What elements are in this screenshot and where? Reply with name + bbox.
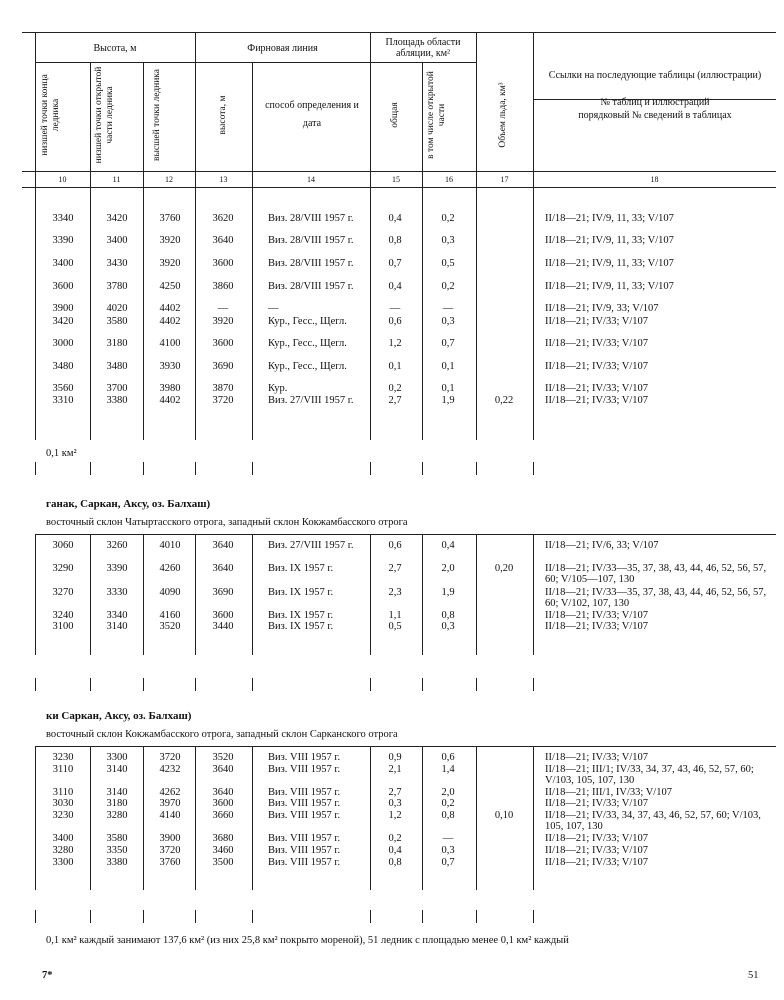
- cell-c11: 3380: [106, 395, 128, 406]
- cell-c16: —: [442, 833, 454, 844]
- cell-c15: 0,4: [388, 845, 402, 856]
- cell-c14: Виз. IX 1957 г.: [268, 587, 334, 598]
- cell-c14: Кур., Гесс., Щегл.: [268, 316, 347, 327]
- cell-c15: 0,9: [388, 752, 402, 763]
- col-divider: [35, 747, 36, 890]
- cell-c16: 0,2: [441, 281, 455, 292]
- group-height-header: Высота, м: [93, 43, 137, 54]
- colnum-10: 10: [58, 175, 67, 184]
- cell-c11: 3280: [106, 810, 128, 821]
- cell-c10: 3400: [52, 833, 74, 844]
- cell-c15: 0,5: [388, 621, 402, 632]
- cell-c18: II/18—21; IV/33; V/107: [545, 857, 649, 868]
- cell-c18: II/18—21; IV/33; V/107: [545, 833, 649, 844]
- cell-c10: 3560: [52, 383, 74, 394]
- cell-c10: 3280: [52, 845, 74, 856]
- cell-c13: 3600: [212, 798, 234, 809]
- cell-c18: II/18—21; IV/9, 11, 33; V/107: [545, 213, 674, 224]
- refs-title: Ссылки на последующие таблицы (иллюстрации): [548, 70, 762, 81]
- cell-c13: —: [217, 303, 229, 314]
- cell-c18: II/18—21; IV/33; V/107: [545, 338, 649, 349]
- cell-c11: 3260: [106, 540, 128, 551]
- cell-c14: Виз. VIII 1957 г.: [268, 810, 341, 821]
- col-tick: [476, 910, 477, 923]
- cell-c10: 3270: [52, 587, 74, 598]
- cell-c16: 0,3: [441, 316, 455, 327]
- cell-c12: 3970: [159, 798, 181, 809]
- cell-c10: 3400: [52, 258, 74, 269]
- cell-c14: Виз. VIII 1957 г.: [268, 833, 341, 844]
- cell-c11: 3350: [106, 845, 128, 856]
- cell-c16: 0,5: [441, 258, 455, 269]
- col-tick: [143, 462, 144, 475]
- col-tick: [35, 678, 36, 691]
- col14-header: способ определения и дата: [265, 100, 359, 129]
- section2-rule: [35, 534, 776, 535]
- cell-c18: II/18—21; IV/9, 33; V/107: [545, 303, 659, 314]
- col-divider: [422, 62, 423, 187]
- cell-c18: II/18—21; IV/33; V/107: [545, 395, 649, 406]
- cell-c13: 3640: [212, 235, 234, 246]
- col-tick: [533, 910, 534, 923]
- cell-c12: 4250: [159, 281, 181, 292]
- cell-c16: 0,2: [441, 213, 455, 224]
- col-tick: [35, 910, 36, 923]
- col-divider: [533, 188, 534, 440]
- col-divider: [195, 188, 196, 440]
- cell-c10: 3100: [52, 621, 74, 632]
- cell-c15: 0,7: [388, 258, 402, 269]
- cell-c11: 3140: [106, 764, 128, 775]
- cell-c12: 4010: [159, 540, 181, 551]
- cell-c16: 1,9: [441, 395, 455, 406]
- col-divider: [370, 188, 371, 440]
- cell-c10: 3060: [52, 540, 74, 551]
- col-tick: [252, 910, 253, 923]
- cell-c16: 0,4: [441, 540, 455, 551]
- col-divider: [195, 535, 196, 655]
- cell-c16: —: [442, 303, 454, 314]
- cell-c11: 3780: [106, 281, 128, 292]
- col16-header: в том числе открытой части: [426, 71, 447, 159]
- cell-c11: 3380: [106, 857, 128, 868]
- cell-c11: 3140: [106, 787, 128, 798]
- cell-c10: 3600: [52, 281, 74, 292]
- colnum-bottom-rule: [22, 187, 776, 188]
- cell-c13: 3680: [212, 833, 234, 844]
- cell-c10: 3030: [52, 798, 74, 809]
- cell-c13: 3920: [212, 316, 234, 327]
- cell-c15: 0,4: [388, 213, 402, 224]
- cell-c13: 3640: [212, 787, 234, 798]
- cell-c10: 3230: [52, 810, 74, 821]
- col-tick: [143, 910, 144, 923]
- cell-c12: 4402: [159, 316, 181, 327]
- cell-c10: 3300: [52, 857, 74, 868]
- cell-c13: 3660: [212, 810, 234, 821]
- cell-c10: 3230: [52, 752, 74, 763]
- cell-c10: 3900: [52, 303, 74, 314]
- col-divider: [90, 188, 91, 440]
- col15-header: общая: [390, 102, 400, 128]
- col-divider: [422, 535, 423, 655]
- cell-c12: 3720: [159, 752, 181, 763]
- page-number: 51: [748, 970, 759, 981]
- cell-c13: 3720: [212, 395, 234, 406]
- col-divider: [533, 535, 534, 655]
- cell-c11: 3480: [106, 361, 128, 372]
- cell-c15: 0,6: [388, 540, 402, 551]
- cell-c12: 4140: [159, 810, 181, 821]
- cell-c11: 3420: [106, 213, 128, 224]
- cell-c14: Виз. VIII 1957 г.: [268, 764, 341, 775]
- col17-header: Объем льда, км³: [498, 82, 508, 148]
- cell-c12: 3900: [159, 833, 181, 844]
- cell-c14: Виз. VIII 1957 г.: [268, 845, 341, 856]
- col-tick: [195, 462, 196, 475]
- cell-c15: 2,7: [388, 787, 402, 798]
- col-divider: [143, 62, 144, 187]
- group-area-header: Площадь области абляции, км²: [385, 37, 461, 59]
- col-tick: [35, 462, 36, 475]
- col11-header: низшей точки открытой части ледника: [94, 66, 115, 164]
- cell-c16: 2,0: [441, 563, 455, 574]
- colnum-14: 14: [307, 175, 315, 184]
- col-tick: [476, 678, 477, 691]
- cell-c18: II/18—21; III/1; IV/33, 34, 37, 43, 46, 52, 57, 60; V/103, 105, 107, 130: [545, 764, 754, 786]
- cell-c15: —: [389, 303, 401, 314]
- cell-c18: II/18—21; IV/33; V/107: [545, 798, 649, 809]
- cell-c14: Виз. 28/VIII 1957 г.: [268, 258, 354, 269]
- cell-c14: Кур., Гесс., Щегл.: [268, 338, 347, 349]
- cell-c12: 3760: [159, 213, 181, 224]
- refs-sub1: № таблиц и иллюстраций: [600, 97, 710, 108]
- cell-c18: II/18—21; IV/33; V/107: [545, 383, 649, 394]
- section2-subtitle: восточный склон Чатыртасского отрога, западный склон Кокжамбасского отрога: [46, 517, 408, 528]
- cell-c13: 3870: [212, 383, 234, 394]
- cell-c18: II/18—21; IV/33, 34, 37, 43, 46, 52, 57, 60; V/103, 105, 107, 130: [545, 810, 761, 832]
- col-divider: [252, 535, 253, 655]
- cell-c12: 4090: [159, 587, 181, 598]
- cell-c14: Виз. VIII 1957 г.: [268, 857, 341, 868]
- section3-rule: [35, 746, 776, 747]
- cell-c10: 3310: [52, 395, 74, 406]
- cell-c12: 3520: [159, 621, 181, 632]
- cell-c12: 3760: [159, 857, 181, 868]
- section3-title: ки Саркан, Аксу, оз. Балхаш): [46, 710, 192, 722]
- header-group-rule: [35, 62, 476, 63]
- cell-c15: 2,3: [388, 587, 402, 598]
- cell-c18: II/18—21; IV/6, 33; V/107: [545, 540, 659, 551]
- cell-c13: 3640: [212, 563, 234, 574]
- cell-c18: II/18—21; IV/33; V/107: [545, 361, 649, 372]
- cell-c11: 3580: [106, 316, 128, 327]
- cell-c15: 2,1: [388, 764, 402, 775]
- cell-c18: II/18—21; IV/33; V/107: [545, 752, 649, 763]
- col-divider: [90, 535, 91, 655]
- footer-note: 0,1 км² каждый занимают 137,6 км² (из них 25,8 км² покрыто мореной), 51 ледник с площадью менее 0,1 км² каждый: [46, 935, 569, 946]
- col-divider: [476, 188, 477, 440]
- cell-c14: Виз. IX 1957 г.: [268, 621, 334, 632]
- cell-c16: 0,7: [441, 338, 455, 349]
- col-divider: [195, 747, 196, 890]
- cell-c11: 3700: [106, 383, 128, 394]
- col-divider: [476, 535, 477, 655]
- cell-c15: 0,3: [388, 798, 402, 809]
- col-tick: [370, 678, 371, 691]
- col-tick: [195, 678, 196, 691]
- cell-c16: 2,0: [441, 787, 455, 798]
- cell-c15: 0,6: [388, 316, 402, 327]
- cell-c12: 3720: [159, 845, 181, 856]
- cell-c14: Виз. VIII 1957 г.: [268, 752, 341, 763]
- col-divider: [476, 747, 477, 890]
- cell-c11: 3580: [106, 833, 128, 844]
- col-divider: [422, 188, 423, 440]
- col-divider: [476, 32, 477, 187]
- cell-c18: II/18—21; IV/33—35, 37, 38, 43, 44, 46, 52, 56, 57, 60; V/102, 107, 130: [545, 587, 767, 609]
- col-divider: [533, 747, 534, 890]
- cell-c12: 4260: [159, 563, 181, 574]
- col-divider: [252, 62, 253, 187]
- cell-c14: Виз. 27/VIII 1957 г.: [268, 540, 354, 551]
- cell-c10: 3390: [52, 235, 74, 246]
- cell-c11: 3330: [106, 587, 128, 598]
- colnum-18: 18: [650, 175, 659, 184]
- cell-c11: 3430: [106, 258, 128, 269]
- col-tick: [370, 462, 371, 475]
- cell-c13: 3600: [212, 610, 234, 621]
- cell-c13: 3500: [212, 857, 234, 868]
- col-divider: [90, 62, 91, 187]
- refs-sub2: порядковый № сведений в таблицах: [578, 110, 732, 121]
- cell-c11: 3140: [106, 621, 128, 632]
- cell-c16: 0,1: [441, 361, 455, 372]
- col-divider: [533, 32, 534, 187]
- cell-c12: 4160: [159, 610, 181, 621]
- cell-c10: 3000: [52, 338, 74, 349]
- cell-c11: 3180: [106, 798, 128, 809]
- cell-c12: 3930: [159, 361, 181, 372]
- cell-c10: 3110: [52, 764, 74, 775]
- cell-c15: 1,1: [388, 610, 402, 621]
- col-tick: [90, 910, 91, 923]
- col-tick: [143, 678, 144, 691]
- col-divider: [252, 188, 253, 440]
- cell-c14: Виз. VIII 1957 г.: [268, 798, 341, 809]
- cell-c13: 3640: [212, 764, 234, 775]
- cell-c12: 4262: [159, 787, 181, 798]
- col-divider: [422, 747, 423, 890]
- cell-c18: II/18—21; IV/33; V/107: [545, 845, 649, 856]
- cell-c18: II/18—21; IV/9, 11, 33; V/107: [545, 281, 674, 292]
- col-tick: [422, 910, 423, 923]
- cell-c14: Виз. 27/VIII 1957 г.: [268, 395, 354, 406]
- cell-c16: 0,3: [441, 621, 455, 632]
- col-divider: [195, 32, 196, 187]
- col13-header: высота, м: [218, 95, 228, 135]
- block1-footnote: 0,1 км²: [46, 448, 77, 459]
- cell-c11: 3180: [106, 338, 128, 349]
- cell-c16: 1,9: [441, 587, 455, 598]
- cell-c13: 3690: [212, 587, 234, 598]
- cell-c15: 2,7: [388, 395, 402, 406]
- cell-c12: 3920: [159, 258, 181, 269]
- cell-c16: 0,8: [441, 810, 455, 821]
- cell-c13: 3600: [212, 338, 234, 349]
- colnum-12: 12: [165, 175, 173, 184]
- cell-c14: Виз. 28/VIII 1957 г.: [268, 213, 354, 224]
- cell-c15: 0,2: [388, 383, 402, 394]
- col-divider: [35, 535, 36, 655]
- cell-c16: 0,8: [441, 610, 455, 621]
- col10-header: низшей точки конца ледника: [40, 74, 61, 156]
- cell-c13: 3600: [212, 258, 234, 269]
- cell-c16: 0,7: [441, 857, 455, 868]
- cell-c17: 0,20: [494, 563, 514, 574]
- col-divider: [370, 32, 371, 187]
- cell-c16: 1,4: [441, 764, 455, 775]
- cell-c15: 0,8: [388, 235, 402, 246]
- cell-c16: 0,3: [441, 845, 455, 856]
- col-tick: [252, 678, 253, 691]
- cell-c11: 3400: [106, 235, 128, 246]
- cell-c18: II/18—21; IV/33—35, 37, 38, 43, 44, 46, 52, 56, 57, 60; V/105—107, 130: [545, 563, 767, 585]
- col-tick: [533, 462, 534, 475]
- cell-c10: 3420: [52, 316, 74, 327]
- cell-c13: 3520: [212, 752, 234, 763]
- cell-c14: Виз. 28/VIII 1957 г.: [268, 281, 354, 292]
- col-tick: [476, 462, 477, 475]
- group-firn-header: Фирновая линия: [247, 43, 318, 54]
- col-divider: [35, 188, 36, 440]
- cell-c12: 4232: [159, 764, 181, 775]
- cell-c14: Кур., Гесс., Щегл.: [268, 361, 347, 372]
- cell-c14: Виз. 28/VIII 1957 г.: [268, 235, 354, 246]
- cell-c11: 4020: [106, 303, 128, 314]
- col-tick: [90, 462, 91, 475]
- col-tick: [422, 462, 423, 475]
- cell-c12: 4402: [159, 395, 181, 406]
- colnum-16: 16: [445, 175, 453, 184]
- cell-c15: 0,2: [388, 833, 402, 844]
- col-divider: [370, 535, 371, 655]
- cell-c10: 3290: [52, 563, 74, 574]
- cell-c13: 3860: [212, 281, 234, 292]
- cell-c15: 1,2: [388, 810, 402, 821]
- cell-c18: II/18—21; IV/9, 11, 33; V/107: [545, 235, 674, 246]
- col-divider: [143, 535, 144, 655]
- col-tick: [90, 678, 91, 691]
- header-top-rule: [22, 32, 776, 33]
- page-signature: 7*: [42, 970, 53, 981]
- cell-c12: 4402: [159, 303, 181, 314]
- col-tick: [370, 910, 371, 923]
- cell-c18: II/18—21; III/1, IV/33; V/107: [545, 787, 672, 798]
- colnum-15: 15: [392, 175, 400, 184]
- section2-title: ганак, Саркан, Аксу, оз. Балхаш): [46, 498, 211, 510]
- col-divider: [90, 747, 91, 890]
- cell-c10: 3240: [52, 610, 74, 621]
- cell-c16: 0,2: [441, 798, 455, 809]
- cell-c15: 0,8: [388, 857, 402, 868]
- cell-c18: II/18—21; IV/33; V/107: [545, 610, 649, 621]
- cell-c11: 3300: [106, 752, 128, 763]
- cell-c15: 2,7: [388, 563, 402, 574]
- col-tick: [195, 910, 196, 923]
- col-divider: [143, 188, 144, 440]
- cell-c13: 3640: [212, 540, 234, 551]
- cell-c15: 1,2: [388, 338, 402, 349]
- col-divider: [143, 747, 144, 890]
- cell-c14: Кур.: [268, 383, 288, 394]
- cell-c12: 4100: [159, 338, 181, 349]
- cell-c13: 3620: [212, 213, 234, 224]
- colnum-13: 13: [219, 175, 228, 184]
- cell-c12: 3920: [159, 235, 181, 246]
- cell-c17: 0,10: [494, 810, 514, 821]
- col-tick: [533, 678, 534, 691]
- cell-c13: 3690: [212, 361, 234, 372]
- header-bottom-rule: [22, 171, 776, 172]
- cell-c11: 3390: [106, 563, 128, 574]
- col-divider: [35, 32, 36, 187]
- cell-c18: II/18—21; IV/33; V/107: [545, 316, 649, 327]
- cell-c15: 0,1: [388, 361, 402, 372]
- col-divider: [252, 747, 253, 890]
- cell-c10: 3110: [52, 787, 74, 798]
- cell-c15: 0,4: [388, 281, 402, 292]
- col-tick: [422, 678, 423, 691]
- cell-c13: 3440: [212, 621, 234, 632]
- col12-header: высшей точки ледника: [152, 69, 162, 161]
- cell-c11: 3340: [106, 610, 128, 621]
- cell-c18: II/18—21; IV/33; V/107: [545, 621, 649, 632]
- cell-c16: 0,6: [441, 752, 455, 763]
- cell-c14: Виз. IX 1957 г.: [268, 563, 334, 574]
- cell-c14: —: [268, 303, 279, 314]
- col-tick: [252, 462, 253, 475]
- cell-c10: 3480: [52, 361, 74, 372]
- cell-c10: 3340: [52, 213, 74, 224]
- cell-c14: Виз. IX 1957 г.: [268, 610, 334, 621]
- cell-c16: 0,3: [441, 235, 455, 246]
- colnum-11: 11: [112, 175, 121, 184]
- cell-c16: 0,1: [441, 383, 455, 394]
- cell-c13: 3460: [212, 845, 234, 856]
- cell-c12: 3980: [159, 383, 181, 394]
- cell-c17: 0,22: [494, 395, 514, 406]
- col-divider: [370, 747, 371, 890]
- cell-c18: II/18—21; IV/9, 11, 33; V/107: [545, 258, 674, 269]
- cell-c14: Виз. VIII 1957 г.: [268, 787, 341, 798]
- section3-subtitle: восточный склон Кокжамбасского отрога, западный склон Сарканского отрога: [46, 729, 398, 740]
- colnum-17: 17: [500, 175, 509, 184]
